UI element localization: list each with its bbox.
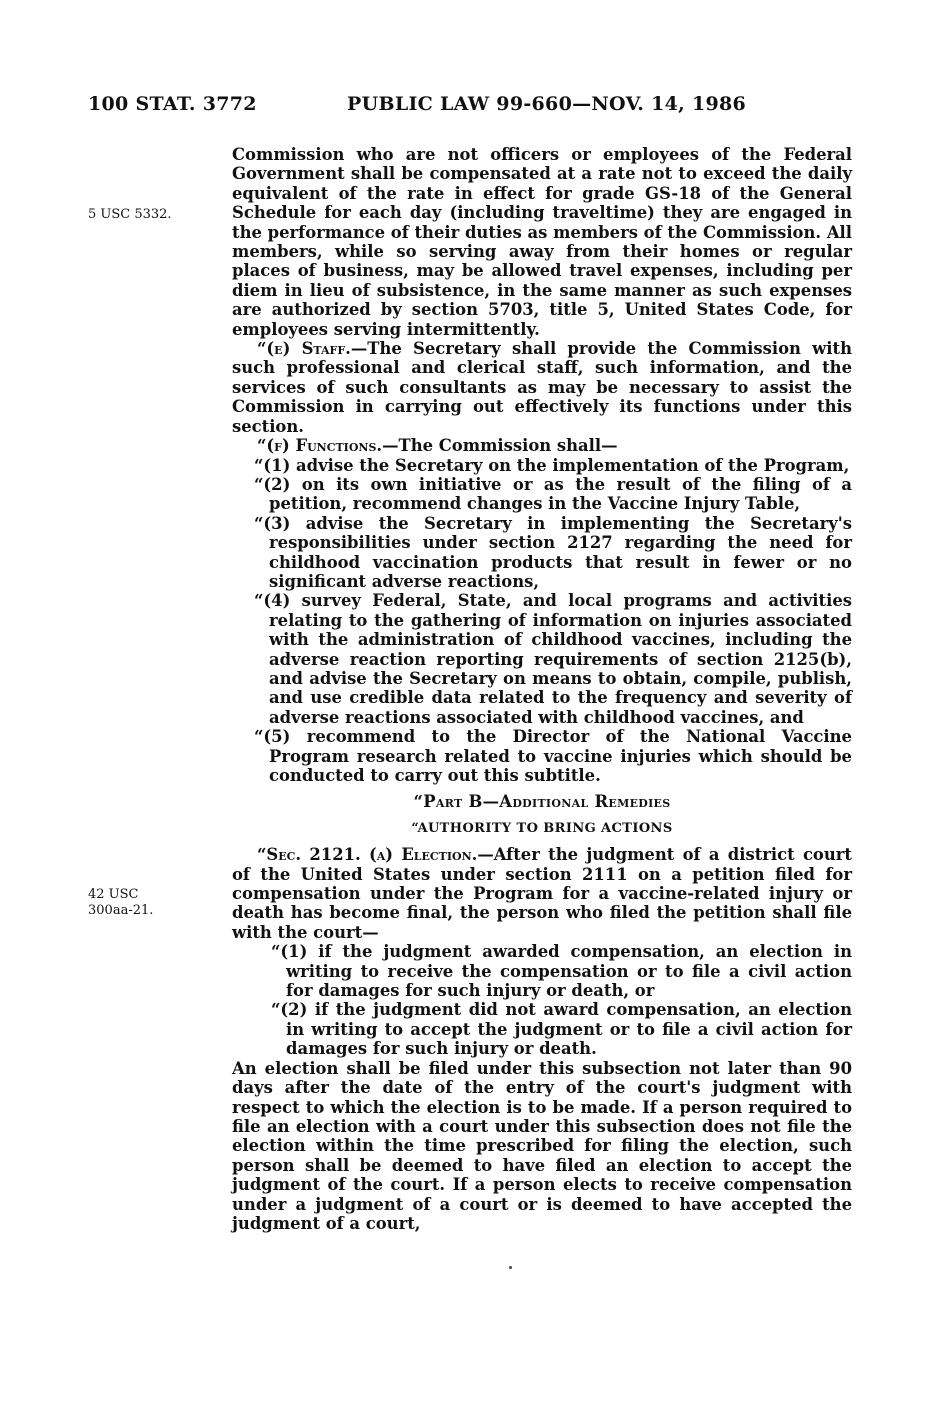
staff-text: —The Secretary shall provide the Commission with such professional and clerical staff, such information, and the services of such consultants as may be necessary to assist the Commission in carrying out effectively its functions under this section. <box>232 339 852 436</box>
function-item-3: “(3) advise the Secretary in implementing the Secretary's responsibilities under section 2127 regarding the need for childhood vaccination products that result in fewer or no significant adverse reactions, <box>254 513 852 591</box>
function-item-5: “(5) recommend to the Director of the National Vaccine Program research related to vaccine injuries which should be conducted to carry out this subtitle. <box>254 727 852 785</box>
functions-text: —The Commission shall— <box>382 436 618 456</box>
paragraph-section-2121 <box>232 845 852 942</box>
election-item-1: “(1) if the judgment awarded compensation, an election in writing to receive the compensation or to file a civil action for damages for such injury or death, or <box>271 942 852 1001</box>
function-item-2: “(2) on its own initiative or as the result of the filing of a petition, recommend changes in the Vaccine Injury Table, <box>254 474 852 514</box>
election-item-2: “(2) if the judgment did not award compensation, an election in writing to accept the judgment or to file a civil action for damages for such injury or death. <box>271 1000 852 1059</box>
margin-note-42usc <box>88 887 153 919</box>
statute-page-number: 100 STAT. 3772 <box>88 93 257 115</box>
function-item-1: “(1) advise the Secretary on the implementation of the Program, <box>254 455 850 475</box>
page-header <box>88 93 848 123</box>
part-heading: “Part B—Additional Remedies <box>413 792 671 812</box>
section-text: —After the judgment of a district court of the United States under section 2111 on a petition filed for compensation under the Program for a vaccine-related injury or death has become final, the person who filed the petition shall file with the court— <box>232 845 852 942</box>
staff-label: “(e) Staff. <box>257 339 351 359</box>
election-label: (a) Election. <box>369 845 478 865</box>
functions-label: “(f) Functions. <box>257 436 383 456</box>
paragraph-staff <box>232 339 852 436</box>
public-law-title: PUBLIC LAW 99-660—NOV. 14, 1986 <box>347 93 747 115</box>
speck-mark <box>509 1266 512 1269</box>
margin-note-5usc: 5 USC 5332. <box>88 207 172 222</box>
margin-note-42usc-line1: 42 USC <box>88 887 139 902</box>
paragraph-functions <box>232 436 852 455</box>
paragraph-election-closing: An election shall be filed under this subsection not later than 90 days after the date of the entry of the court's judgment with respect to which the election is to be made. If a person required to file an election with a court under this subsection does not file the election within the time prescribed for filing the election, such person shall be deemed to have filed an election to accept the judgment of the court. If a person elects to receive compensation under a judgment of a court or is deemed to have accepted the judgment of a court, <box>232 1058 852 1233</box>
function-item-4: “(4) survey Federal, State, and local programs and activities relating to the gathering of information on injuries associated with the administration of childhood vaccines, including the adverse reaction reporting requirements of section 2125(b), and advise the Secretary on means to obtain, compile, publish, and use credible data related to the frequency and severity of adverse reactions associated with childhood vaccines, and <box>254 591 852 727</box>
paragraph-compensation: Commission who are not officers or employees of the Federal Government shall be compensated at a rate not to exceed the daily equivalent of the rate in effect for grade GS-18 of the General Schedule for each day (including traveltime) they are engaged in the performance of their duties as members of the Commission. All members, while so serving away from their homes or regular places of business, may be allowed travel expenses, including per diem in lieu of subsistence, in the same manner as such expenses are authorized by section 5703, title 5, United States Code, for employees serving intermittently. <box>232 145 852 339</box>
margin-note-42usc-line2: 300aa-21. <box>88 903 154 918</box>
section-label: “Sec. 2121. <box>257 845 361 865</box>
authority-heading: “AUTHORITY TO BRING ACTIONS <box>411 820 673 836</box>
body-text <box>232 145 852 1233</box>
